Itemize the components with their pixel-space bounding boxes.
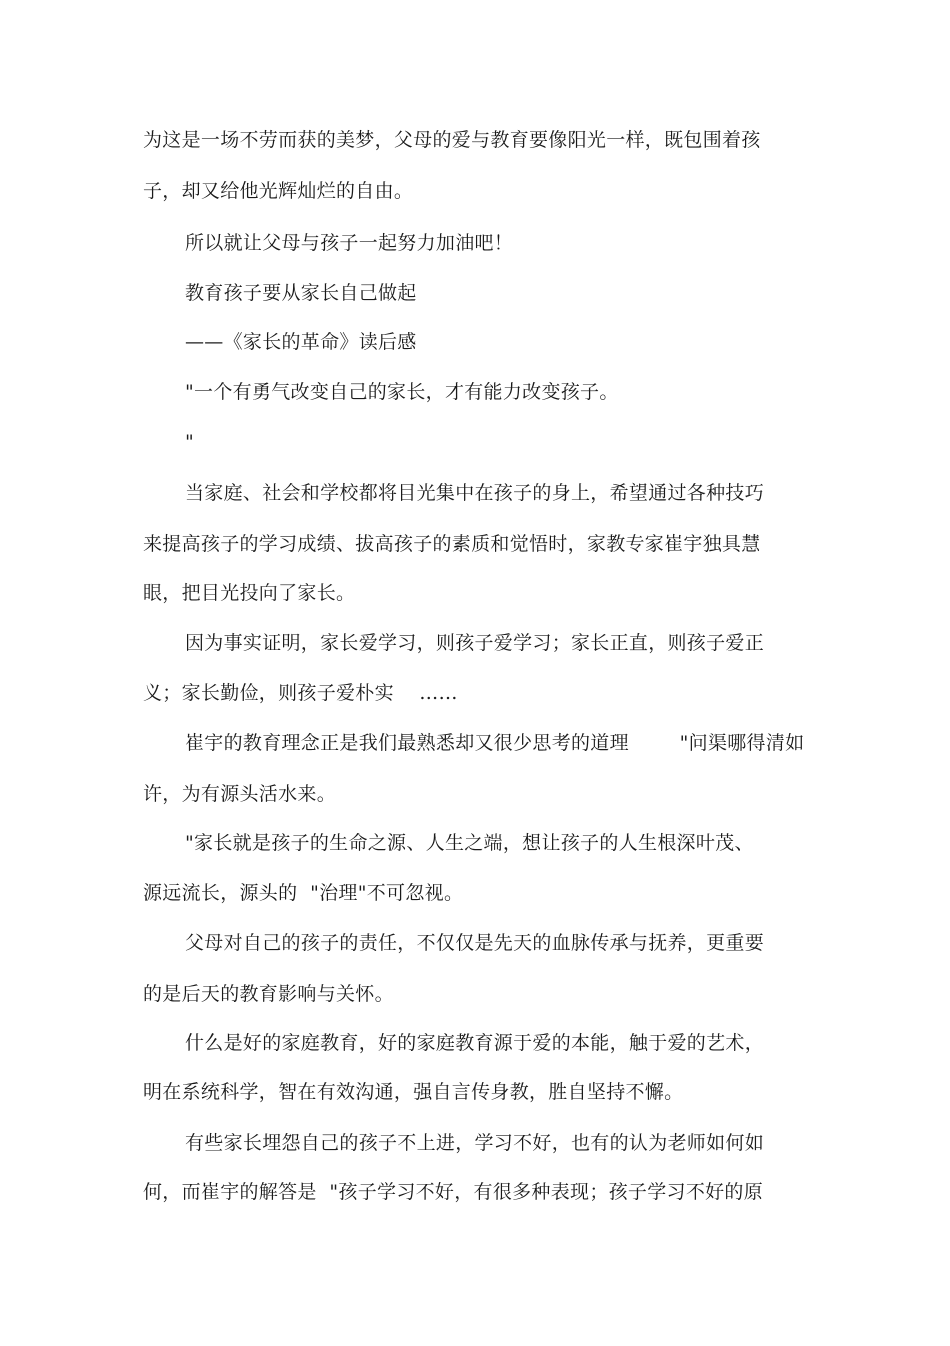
text-line: 因为事实证明，家长爱学习，则孩子爱学习；家长正直，则孩子爱正 [185, 632, 765, 654]
text-line: 崔宇的教育理念正是我们最熟悉却又很少思考的道理 "问渠哪得清如 [185, 732, 805, 754]
text-line: 父母对自己的孩子的责任，不仅仅是先天的血脉传承与抚养，更重要 [185, 932, 765, 954]
text-line: 的是后天的教育影响与关怀。 [143, 983, 394, 1005]
text-line: 所以就让父母与孩子一起努力加油吧！ [185, 232, 514, 254]
text-line: 子，却又给他光辉灿烂的自由。 [143, 180, 414, 202]
text-line: 为这是一场不劳而获的美梦，父母的爱与教育要像阳光一样，既包围着孩 [143, 129, 761, 151]
quote-close: " [185, 431, 195, 453]
section-subtitle: ——《家长的革命》读后感 [185, 331, 417, 353]
text-line: 义；家长勤俭，则孩子爱朴实 …… [143, 682, 458, 704]
text-line: 许，为有源头活水来。 [143, 783, 337, 805]
text-line: 来提高孩子的学习成绩、拔高孩子的素质和觉悟时，家教专家崔宇独具慧 [143, 533, 761, 555]
text-line: 当家庭、社会和学校都将目光集中在孩子的身上，希望通过各种技巧 [185, 482, 765, 504]
text-line: 何，而崔宇的解答是 "孩子学习不好，有很多种表现；孩子学习不好的原 [143, 1181, 764, 1203]
text-line: 源远流长，源头的 "治理"不可忽视。 [143, 882, 464, 904]
text-line: 什么是好的家庭教育，好的家庭教育源于爱的本能，触于爱的艺术， [185, 1032, 765, 1054]
text-line: 明在系统科学，智在有效沟通，强自言传身教，胜自坚持不懈。 [143, 1081, 684, 1103]
section-title: 教育孩子要从家长自己做起 [185, 282, 417, 304]
quote-line: "一个有勇气改变自己的家长，才有能力改变孩子。 [185, 381, 619, 403]
text-line: 眼，把目光投向了家长。 [143, 582, 356, 604]
text-line: 有些家长埋怨自己的孩子不上进，学习不好，也有的认为老师如何如 [185, 1132, 765, 1154]
text-line: "家长就是孩子的生命之源、人生之端，想让孩子的人生根深叶茂、 [185, 832, 754, 854]
